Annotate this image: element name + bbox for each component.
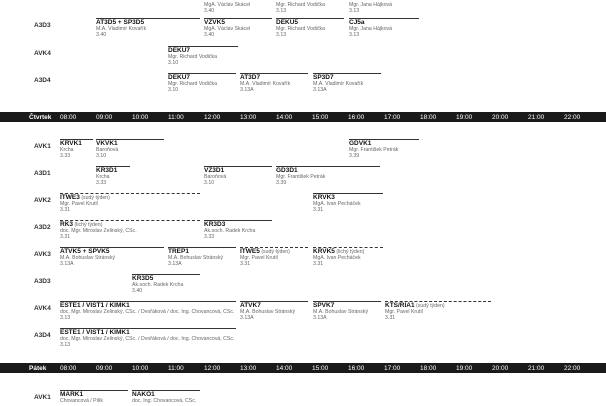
- hour-label: 21:00: [528, 364, 545, 372]
- room-code: 3.31: [313, 261, 324, 267]
- hour-label: 20:00: [492, 113, 509, 121]
- week-note: (sudý týden): [414, 303, 445, 309]
- lecturer: M.A. Bohuslav Stránský: [240, 309, 296, 315]
- row-label-avk4-top: AVK4: [34, 50, 51, 57]
- course-code: KRVK5: [313, 248, 335, 255]
- hour-label: 13:00: [240, 364, 257, 372]
- week-note: (sudý týden): [259, 249, 290, 255]
- lecturer: MgA. Ivan Pecháček: [313, 255, 361, 261]
- course-code: ATVK7: [240, 302, 261, 309]
- row-label-avk4: AVK4: [34, 305, 51, 312]
- course-code: MARK1: [60, 391, 84, 398]
- hour-label: 19:00: [456, 364, 473, 372]
- course-block[interactable]: [60, 301, 236, 321]
- course-code: DEKU5: [276, 19, 299, 26]
- lecturer: M.A. Bohuslav Stránský: [60, 255, 116, 261]
- room-code: 3.13A: [313, 87, 327, 93]
- row-label-a3d4: A3D4: [34, 332, 51, 339]
- row-label-a3d3-top: A3D3: [34, 22, 51, 29]
- room-code: 3.33: [96, 180, 107, 186]
- week-note: (lichý týden): [73, 222, 103, 228]
- course-code: ESTE1 / VIST1 / KIMK1: [60, 329, 130, 336]
- course-block[interactable]: [204, 166, 272, 186]
- top-partial-3: [349, 2, 392, 14]
- row-label-avk1-friday: AVK1: [34, 394, 51, 401]
- course-code: TREP1: [168, 248, 189, 255]
- room-code: 3.10: [168, 60, 179, 66]
- room-code: 3.13: [60, 342, 71, 348]
- room-code: 3.39: [349, 153, 360, 159]
- hour-label: 08:00: [60, 113, 77, 121]
- hour-label: 22:00: [564, 364, 581, 372]
- lecturer: Mgr. Pavel Krutil: [60, 201, 98, 207]
- hour-label: 18:00: [420, 113, 437, 121]
- lecturer: Mgr. Richard Vodička: [276, 26, 326, 32]
- hour-label: 15:00: [312, 113, 329, 121]
- room-code: 3.13: [349, 32, 360, 38]
- course-block[interactable]: [385, 301, 491, 321]
- course-block[interactable]: [168, 247, 236, 267]
- lecturer: Mgr. Richard Vodička: [168, 54, 218, 60]
- course-block[interactable]: [132, 274, 200, 294]
- course-code: KTS/RIA1: [385, 302, 415, 309]
- room-code: 3.10: [168, 87, 179, 93]
- day-header-friday: [0, 363, 606, 373]
- lecturer: Mgr. Jana Hájková: [349, 2, 392, 8]
- room-code: 3.13: [60, 315, 71, 321]
- hour-label: 18:00: [420, 364, 437, 372]
- hour-label: 17:00: [384, 364, 401, 372]
- course-code: VZVK5: [204, 19, 225, 26]
- room-code: 3.13A: [240, 87, 254, 93]
- hour-label: 14:00: [276, 364, 293, 372]
- course-block[interactable]: [96, 139, 164, 159]
- lecturer: Chovancová / Pilík: [60, 398, 103, 404]
- hour-label: 22:00: [564, 113, 581, 121]
- room-code: 3.13A: [240, 315, 254, 321]
- room-code: 3.10: [96, 153, 107, 159]
- lecturer: Mgr. Pavel Krutil: [385, 309, 423, 315]
- hour-label: 12:00: [204, 113, 221, 121]
- room-code: 3.13A: [313, 315, 327, 321]
- hour-label: 09:00: [96, 364, 113, 372]
- room-code: 3.13: [349, 8, 360, 14]
- course-block[interactable]: [276, 166, 380, 186]
- course-code: KRVK1: [60, 140, 82, 147]
- row-label-a3d1: A3D1: [34, 170, 51, 177]
- course-block[interactable]: [276, 18, 344, 38]
- lecturer: doc. Mgr. Miroslav Zelinský, CSc. / Dvořáková / doc. Ing. Chovancová, CSc.: [60, 336, 235, 342]
- course-block[interactable]: [60, 193, 200, 213]
- course-code: AT3D5 + SP3D5: [96, 19, 145, 26]
- lecturer: M.A. Vladimír Kovařík: [313, 81, 364, 87]
- course-block[interactable]: [313, 301, 381, 321]
- day-name: Čtvrtek: [29, 113, 52, 121]
- hour-label: 09:00: [96, 113, 113, 121]
- top-partial-2: [276, 2, 325, 14]
- lecturer: M.A. Vladimír Kovařík: [96, 26, 147, 32]
- room-code: 3.10: [204, 180, 215, 186]
- course-block[interactable]: [349, 18, 419, 38]
- lecturer: Ak.soch. Radek Krcha: [204, 228, 256, 234]
- course-block[interactable]: [60, 328, 236, 348]
- course-block[interactable]: [349, 139, 419, 159]
- course-block[interactable]: [132, 390, 200, 404]
- hour-label: 10:00: [132, 113, 149, 121]
- room-code: 3.13A: [168, 261, 182, 267]
- course-code: NAKO1: [132, 391, 155, 398]
- lecturer: doc. Mgr. Miroslav Zelinský, CSc.: [60, 228, 137, 234]
- lecturer: MgA. Ivan Pecháček: [313, 201, 361, 207]
- lecturer: MgA. Václav Skácel: [204, 26, 251, 32]
- row-label-a3d2: A3D2: [34, 224, 51, 231]
- course-code: RK3: [60, 221, 74, 228]
- room-code: 3.31: [60, 207, 71, 213]
- course-block[interactable]: [204, 220, 272, 240]
- hour-label: 21:00: [528, 113, 545, 121]
- course-block[interactable]: [240, 301, 308, 321]
- course-code: ATVK5 + SPVK5: [60, 248, 110, 255]
- row-label-a3d4-top: A3D4: [34, 77, 51, 84]
- course-block[interactable]: [204, 18, 272, 38]
- room-code: 3.40: [204, 8, 215, 14]
- course-code: ITWE3: [60, 194, 80, 201]
- hour-label: 16:00: [348, 113, 365, 121]
- hour-label: 15:00: [312, 364, 329, 372]
- day-header-thursday: [0, 112, 606, 122]
- lecturer: doc. Mgr. Miroslav Zelinský, CSc. / Dvořáková / doc. Ing. Chovancová, CSc.: [60, 309, 235, 315]
- lecturer: Baroňová: [204, 174, 227, 180]
- week-note: (sudý týden): [79, 195, 110, 201]
- course-code: DEKU7: [168, 47, 191, 54]
- course-code: ITWE5: [240, 248, 260, 255]
- hour-label: 14:00: [276, 113, 293, 121]
- row-label-avk2: AVK2: [34, 197, 51, 204]
- week-note: (lichý týden): [334, 249, 365, 255]
- course-block[interactable]: [240, 73, 308, 93]
- course-code: DEKU7: [168, 74, 191, 81]
- hour-label: 11:00: [168, 364, 184, 372]
- room-code: 3.40: [132, 288, 143, 294]
- hour-label: 08:00: [60, 364, 77, 372]
- hour-label: 11:00: [168, 113, 184, 121]
- course-block[interactable]: [96, 18, 200, 38]
- course-block[interactable]: [240, 247, 308, 267]
- course-block[interactable]: [168, 73, 236, 93]
- course-code: VKVK1: [96, 140, 118, 147]
- room-code: 3.40: [96, 32, 107, 38]
- course-code: ESTE1 / VIST1 / KIMK1: [60, 302, 130, 309]
- course-code: KRVK3: [313, 194, 335, 201]
- course-code: VZ3D1: [204, 167, 225, 174]
- room-code: 3.13: [276, 32, 287, 38]
- hour-label: 20:00: [492, 364, 509, 372]
- room-code: 3.40: [204, 32, 215, 38]
- lecturer: Mgr. František Petrák: [276, 174, 326, 180]
- lecturer: Mgr. Richard Vodička: [168, 81, 218, 87]
- course-code: KR3D3: [204, 221, 226, 228]
- hour-label: 13:00: [240, 113, 257, 121]
- course-block[interactable]: [60, 247, 164, 267]
- room-code: 3.31: [240, 261, 251, 267]
- course-code: GD3D1: [276, 167, 298, 174]
- hour-label: 17:00: [384, 113, 401, 121]
- course-block[interactable]: [96, 166, 130, 186]
- room-code: 3.13A: [60, 261, 74, 267]
- lecturer: M.A. Vladimír Kovařík: [240, 81, 291, 87]
- course-code: KR3D1: [96, 167, 118, 174]
- course-block[interactable]: [168, 46, 238, 66]
- room-code: 3.33: [204, 234, 215, 240]
- room-code: 3.33: [60, 153, 71, 159]
- day-name: Pátek: [29, 364, 47, 372]
- hour-label: 10:00: [132, 364, 149, 372]
- course-block[interactable]: [60, 220, 200, 240]
- room-code: 3.31: [385, 315, 396, 321]
- lecturer: Mgr. Pavel Krutil: [240, 255, 278, 261]
- course-block[interactable]: [60, 139, 93, 159]
- course-block[interactable]: [60, 390, 128, 404]
- lecturer: Mgr. František Petrák: [349, 147, 399, 153]
- course-code: CJ5a: [349, 19, 365, 26]
- row-label-avk1: AVK1: [34, 143, 51, 150]
- hour-label: 19:00: [456, 113, 473, 121]
- top-partial-1: [204, 2, 250, 14]
- lecturer: M.A. Bohuslav Stránský: [168, 255, 224, 261]
- row-label-avk3: AVK3: [34, 251, 51, 258]
- course-code: GDVK1: [349, 140, 372, 147]
- lecturer: Mgr. Richard Vodička: [276, 2, 326, 8]
- lecturer: M.A. Bohuslav Stránský: [313, 309, 369, 315]
- course-block[interactable]: [313, 73, 381, 93]
- hour-label: 12:00: [204, 364, 221, 372]
- lecturer: Ak.soch. Radek Krcha: [132, 282, 184, 288]
- course-code: AT3D7: [240, 74, 261, 81]
- lecturer: Mgr. Jana Hájková: [349, 26, 392, 32]
- lecturer: MgA. Václav Skácel: [204, 2, 251, 8]
- course-block[interactable]: [313, 193, 383, 213]
- room-code: 3.31: [60, 234, 71, 240]
- room-code: 3.31: [313, 207, 324, 213]
- course-code: SPVK7: [313, 302, 335, 309]
- hour-label: 16:00: [348, 364, 365, 372]
- lecturer: Krcha: [96, 174, 110, 180]
- course-block[interactable]: [313, 247, 383, 267]
- course-code: SP3D7: [313, 74, 334, 81]
- course-code: KR3D5: [132, 275, 154, 282]
- lecturer: Baroňová: [96, 147, 119, 153]
- row-label-a3d3: A3D3: [34, 278, 51, 285]
- room-code: 3.13: [276, 8, 287, 14]
- lecturer: Krcha: [60, 147, 74, 153]
- lecturer: doc. Ing. Chovancová, CSc.: [132, 398, 197, 404]
- room-code: 3.39: [276, 180, 287, 186]
